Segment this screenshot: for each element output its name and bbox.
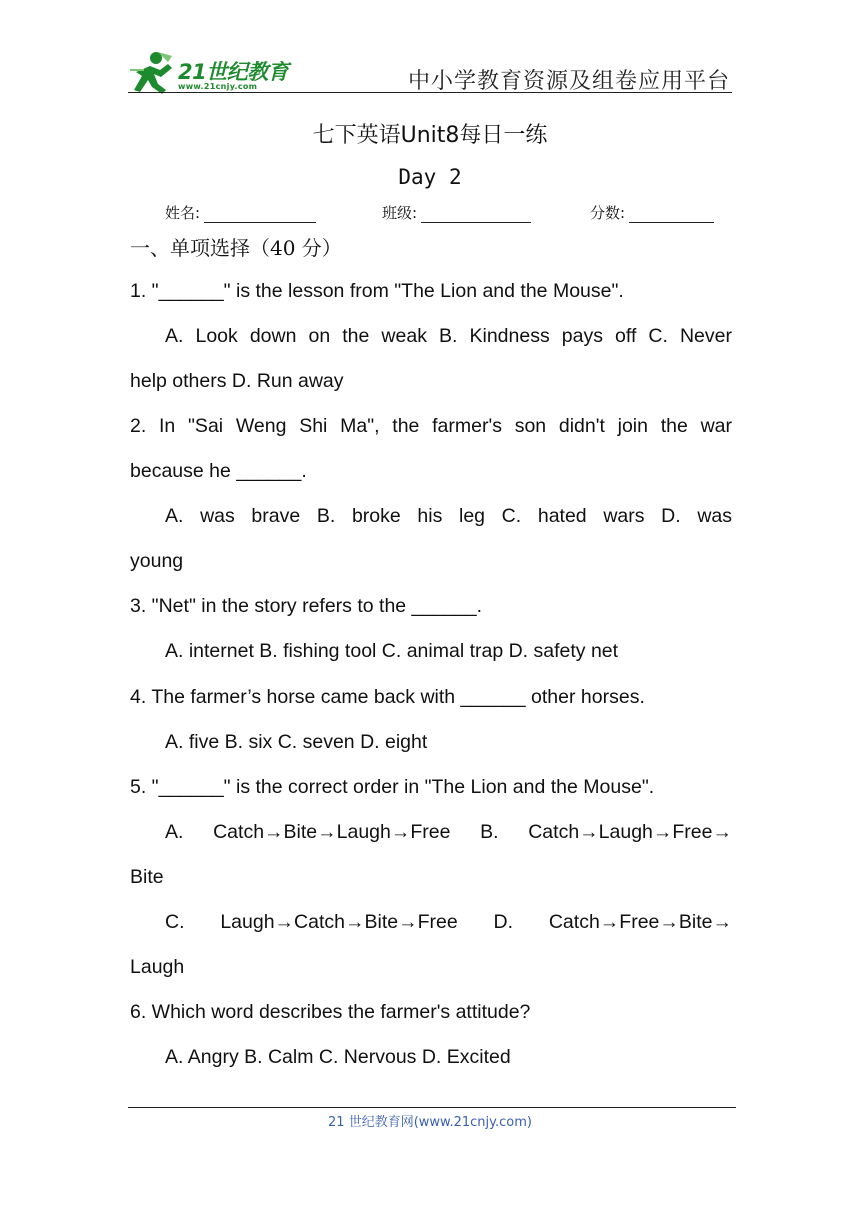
section-heading: 一、单项选择（40 分）	[130, 236, 342, 260]
question-3-options: A. internet B. fishing tool C. animal trap D. safety net	[165, 640, 619, 662]
platform-name: 中小学教育资源及组卷应用平台	[408, 69, 731, 94]
class-blank[interactable]	[421, 204, 531, 223]
question-2-stem-cont: because he ______.	[130, 460, 307, 482]
footer-divider	[128, 1107, 736, 1108]
score-blank[interactable]	[629, 204, 714, 223]
question-5-options-cd: C. Laugh→Catch→Bite→Free D. Catch→Free→Bite→	[165, 911, 732, 933]
score-label: 分数:	[590, 204, 626, 222]
question-4-options: A. five B. six C. seven D. eight	[165, 731, 428, 753]
question-3-stem: 3. "Net" in the story refers to the ______.	[130, 595, 483, 617]
question-5-options-ab: A. Catch→Bite→Laugh→Free B. Catch→Laugh→Free→	[165, 821, 732, 843]
question-6-stem: 6. Which word describes the farmer's attitude?	[130, 1001, 531, 1023]
question-4-stem: 4. The farmer’s horse came back with ______ other horses.	[130, 686, 645, 708]
question-2-options: A. was brave B. broke his leg C. hated wars D. was	[165, 505, 732, 527]
question-2-stem: 2. In "Sai Weng Shi Ma", the farmer's son didn't join the war	[130, 415, 732, 437]
class-label: 班级:	[382, 204, 418, 222]
header-divider	[128, 92, 732, 93]
footer-link[interactable]: 21 世纪教育网(www.21cnjy.com)	[328, 1115, 532, 1130]
question-1-options: A. Look down on the weak B. Kindness pays off C. Never	[165, 325, 732, 347]
logo-wordmark: 21世纪教育	[178, 60, 289, 84]
name-blank[interactable]	[204, 204, 316, 223]
question-5-options-cd-cont: Laugh	[130, 956, 185, 978]
question-5-options-ab-cont: Bite	[130, 866, 164, 888]
class-field[interactable]	[382, 202, 531, 223]
question-1-stem: 1. "______" is the lesson from "The Lion and the Mouse".	[130, 280, 624, 302]
question-2-options-cont: young	[130, 550, 184, 572]
runner-logo-icon	[128, 50, 176, 96]
question-6-options: A. Angry B. Calm C. Nervous D. Excited	[165, 1046, 511, 1068]
name-label: 姓名:	[165, 204, 201, 222]
logo-url: www.21cnjy.com	[178, 82, 258, 91]
day-label: Day 2	[398, 165, 462, 189]
page-title: 七下英语Unit8每日一练	[312, 123, 548, 148]
question-1-options-cont: help others D. Run away	[130, 370, 344, 392]
score-field[interactable]	[590, 202, 714, 223]
name-field[interactable]	[165, 202, 316, 223]
question-5-stem: 5. "______" is the correct order in "The Lion and the Mouse".	[130, 776, 655, 798]
site-logo	[128, 50, 298, 96]
